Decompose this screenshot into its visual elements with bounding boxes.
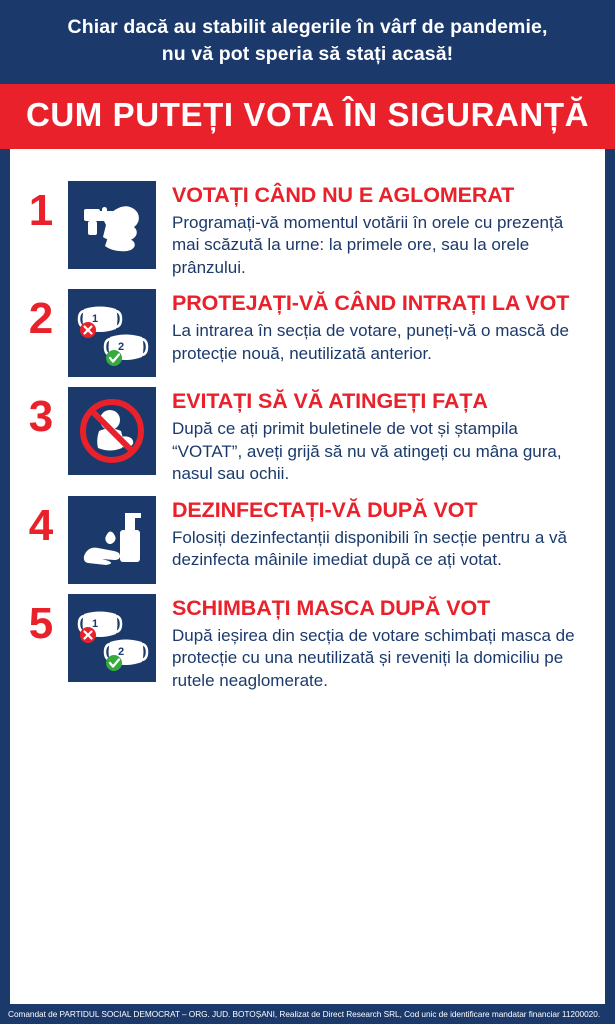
step-body: Programați-vă momentul votării în orele cu prezență mai scăzută la urne: la primele ore, sau la orele prânzului.	[172, 212, 564, 277]
step-number: 3	[28, 392, 54, 442]
step-title: SCHIMBAȚI MASCA DUPĂ VOT	[172, 595, 491, 620]
step-text	[166, 594, 591, 692]
step-number: 2	[28, 294, 54, 344]
svg-text:2: 2	[118, 341, 125, 354]
list-item	[24, 387, 591, 485]
step-body: La intrarea în secția de votare, puneți-vă o mască de protecție nouă, neutilizată anterior.	[172, 321, 569, 363]
step-body: După ce ați primit buletinele de vot și ștampila “VOTAT”, aveți grijă să nu vă atingeți cu mâna gura, nasul sau ochii.	[172, 419, 562, 484]
step-text	[166, 289, 591, 365]
step-title: EVITAȚI SĂ VĂ ATINGEȚI FAȚA	[172, 389, 488, 414]
step-number: 5	[28, 598, 54, 648]
step-title: PROTEJAȚI-VĂ CÂND INTRAȚI LA VOT	[172, 291, 570, 316]
page-title: CUM PUTEȚI VOTA ÎN SIGURANȚĂ	[25, 95, 590, 133]
hand-sanitizer-icon	[68, 496, 156, 584]
step-text	[166, 181, 591, 279]
list-item	[24, 496, 591, 584]
spacer	[10, 149, 605, 171]
step-number: 1	[28, 185, 54, 235]
svg-text:1: 1	[92, 617, 99, 630]
step-body: Folosiți dezinfectanții disponibili în secție pentru a vă dezinfecta mâinile imediat după ce ați votat.	[172, 527, 567, 570]
list-item	[24, 594, 591, 692]
list-item	[24, 289, 591, 377]
hand-pressing-button-icon	[68, 181, 156, 269]
tagline-line-2: nu vă pot speria să stați acasă!	[161, 42, 454, 65]
svg-text:2: 2	[118, 645, 125, 658]
svg-text:1: 1	[92, 313, 99, 326]
face-mask-change-icon	[68, 594, 156, 682]
tagline-banner	[0, 0, 615, 84]
step-text	[166, 496, 591, 572]
step-text	[166, 387, 591, 485]
step-title: VOTAȚI CÂND NU E AGLOMERAT	[172, 182, 515, 207]
list-item	[24, 181, 591, 279]
no-face-touching-icon	[68, 387, 156, 475]
step-title: DEZINFECTAȚI-VĂ DUPĂ VOT	[172, 497, 478, 522]
steps-list	[10, 171, 605, 1004]
step-body: După ieșirea din secția de votare schimbați masca de protecție cu una neutilizată și reveniți la domiciliu pe rutele neaglomerate.	[172, 625, 575, 690]
title-banner	[0, 84, 615, 149]
face-mask-change-icon	[68, 289, 156, 377]
tagline-line-1: Chiar dacă au stabilit alegerile în vârf de pandemie,	[67, 16, 548, 38]
step-number: 4	[28, 500, 54, 550]
legal-footer: Comandat de PARTIDUL SOCIAL DEMOCRAT – ORG. JUD. BOTOȘANI, Realizat de Direct Research SRL, Cod unic de identificare mandatar financiar 11200020.	[0, 1004, 615, 1024]
